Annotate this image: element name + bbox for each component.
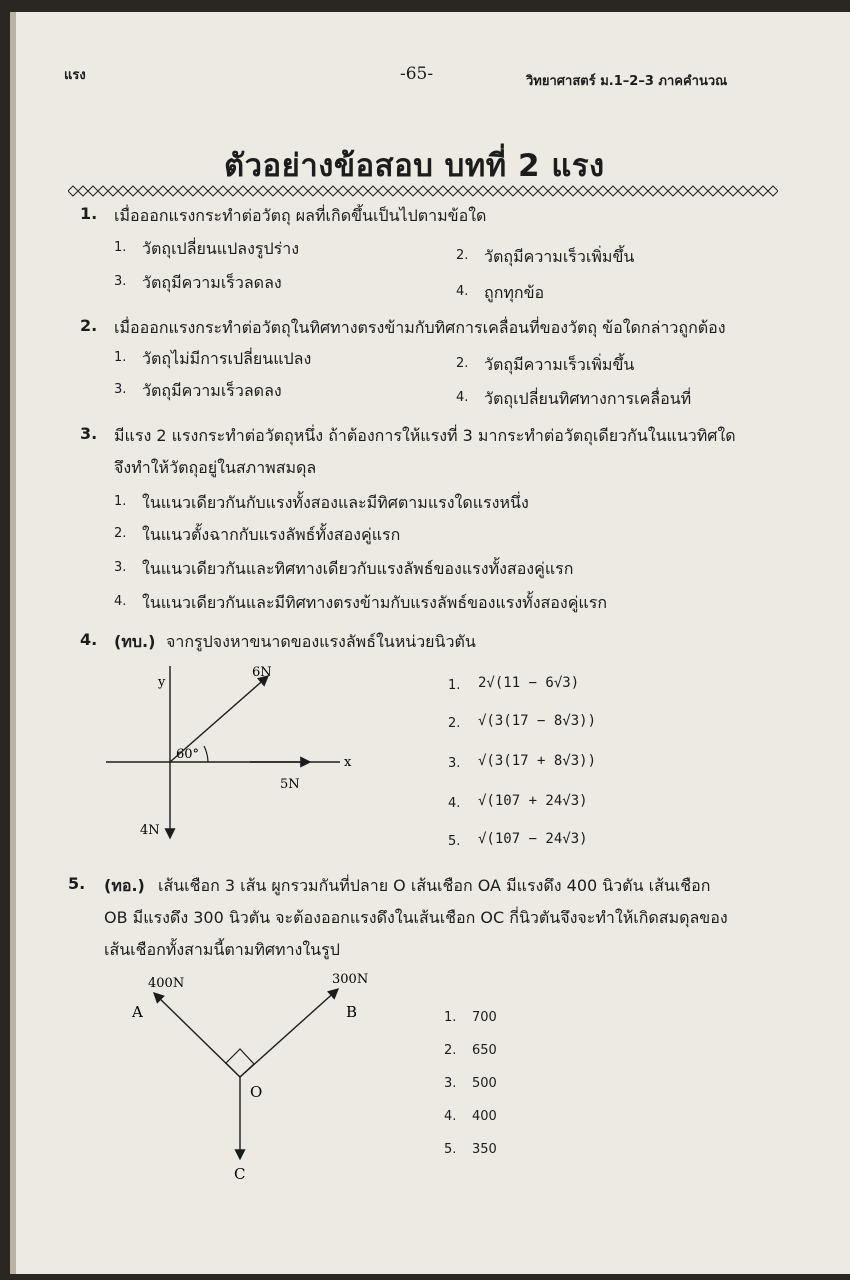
q2-option-4-number: 4. xyxy=(456,390,469,405)
q4-option-2-number: 2. xyxy=(448,716,461,731)
page-title: ตัวอย่างข้อสอบ บทที่ 2 แรง xyxy=(224,148,605,184)
question-5-tag: (ทอ.) xyxy=(104,876,145,895)
point-o-label: O xyxy=(250,1083,263,1101)
q2-option-3-number: 3. xyxy=(114,382,127,397)
point-b-label: B xyxy=(346,1003,358,1021)
question-5-text-line-1: เส้นเชือก 3 เส้น ผูกรวมกันที่ปลาย O เส้นเชือก OA มีแรงดึง 400 นิวตัน เส้นเชือก xyxy=(158,876,711,895)
x-axis-label: x xyxy=(344,755,352,770)
point-a-label: A xyxy=(132,1003,143,1021)
q3-option-4-number: 4. xyxy=(114,594,127,609)
q1-option-1-text: วัตถุเปลี่ยนแปลงรูปร่าง xyxy=(142,239,300,258)
book-page xyxy=(10,12,850,1274)
q5-option-2-text: 650 xyxy=(472,1043,497,1058)
q2-option-3-text: วัตถุมีความเร็วลดลง xyxy=(142,381,282,400)
q1-option-2-text: วัตถุมีความเร็วเพิ่มขึ้น xyxy=(484,247,635,266)
q2-option-1-text: วัตถุไม่มีการเปลี่ยนแปลง xyxy=(142,349,312,368)
q1-option-1-number: 1. xyxy=(114,240,127,255)
angle-arc xyxy=(204,746,208,762)
q5-option-3-text: 500 xyxy=(472,1076,497,1091)
q4-option-1-text: 2√(11 − 6√3) xyxy=(478,675,580,691)
q2-option-2-text: วัตถุมีความเร็วเพิ่มขึ้น xyxy=(484,355,635,374)
q4-option-4-number: 4. xyxy=(448,796,461,811)
q2-option-1-number: 1. xyxy=(114,350,127,365)
angle-label: 60° xyxy=(176,747,200,762)
q2-option-2-number: 2. xyxy=(456,356,469,371)
q4-option-5-text: √(107 − 24√3) xyxy=(478,831,588,847)
q1-option-3-number: 3. xyxy=(114,274,127,289)
q3-option-2-number: 2. xyxy=(114,526,127,541)
q5-option-1-number: 1. xyxy=(444,1010,457,1025)
question-5-text-line-3: เส้นเชือกทั้งสามนี้ตามทิศทางในรูป xyxy=(104,940,340,959)
question-4-text: จากรูปจงหาขนาดของแรงลัพธ์ในหน่วยนิวตัน xyxy=(166,632,476,651)
question-2-text: เมื่อออกแรงกระทำต่อวัตถุในทิศทางตรงข้ามกับทิศการเคลื่อนที่ของวัตถุ ข้อใดกล่าวถูกต้อง xyxy=(114,318,726,337)
q3-option-1-number: 1. xyxy=(114,494,127,509)
q5-option-4-text: 400 xyxy=(472,1109,497,1124)
q3-option-3-number: 3. xyxy=(114,560,127,575)
y-axis-label: y xyxy=(158,675,166,690)
q3-option-4-text: ในแนวเดียวกันและมีทิศทางตรงข้ามกับแรงลัพธ์ของแรงทั้งสองคู่แรก xyxy=(142,593,607,612)
force-ob-label: 300N xyxy=(332,972,369,987)
q5-option-5-number: 5. xyxy=(444,1142,457,1157)
q1-option-4-text: ถูกทุกข้อ xyxy=(484,283,545,302)
question-1-text: เมื่อออกแรงกระทำต่อวัตถุ ผลที่เกิดขึ้นเป็นไปตามข้อใด xyxy=(114,206,487,225)
q4-option-2-text: √(3(17 − 8√3)) xyxy=(478,713,597,729)
q4-option-5-number: 5. xyxy=(448,834,461,849)
question-4-tag: (ทบ.) xyxy=(114,632,156,651)
q4-option-3-number: 3. xyxy=(448,756,461,771)
point-c-label: C xyxy=(234,1165,246,1182)
force-6n-label: 6N xyxy=(252,665,272,680)
q5-option-5-text: 350 xyxy=(472,1142,497,1157)
q1-option-4-number: 4. xyxy=(456,284,469,299)
q3-option-1-text: ในแนวเดียวกันกับแรงทั้งสองและมีทิศตามแรงใดแรงหนึ่ง xyxy=(142,493,529,512)
q1-option-2-number: 2. xyxy=(456,248,469,263)
question-3-number: 3. xyxy=(80,424,98,443)
question-3-text-line-2: จึงทำให้วัตถุอยู่ในสภาพสมดุล xyxy=(114,458,317,477)
q4-option-4-text: √(107 + 24√3) xyxy=(478,793,588,809)
question-5-text-line-2: OB มีแรงดึง 300 นิวตัน จะต้องออกแรงดึงในเส้นเชือก OC กี่นิวตันจึงจะทำให้เกิดสมดุลของ xyxy=(104,908,728,927)
question-1-number: 1. xyxy=(80,204,98,223)
q5-option-3-number: 3. xyxy=(444,1076,457,1091)
rope-ob-arrow xyxy=(240,989,338,1077)
decorative-diamond-rule xyxy=(68,184,778,198)
rope-tension-diagram-q5 xyxy=(126,967,386,1182)
force-5n-label: 5N xyxy=(280,777,300,792)
q1-option-3-text: วัตถุมีความเร็วลดลง xyxy=(142,273,282,292)
right-angle-marker xyxy=(226,1049,254,1077)
question-3-text-line-1: มีแรง 2 แรงกระทำต่อวัตถุหนึ่ง ถ้าต้องการให้แรงที่ 3 มากระทำต่อวัตถุเดียวกันในแนวทิศใด xyxy=(114,426,736,445)
q3-option-2-text: ในแนวตั้งฉากกับแรงลัพธ์ทั้งสองคู่แรก xyxy=(142,525,401,544)
q3-option-3-text: ในแนวเดียวกันและทิศทางเดียวกับแรงลัพธ์ของแรงทั้งสองคู่แรก xyxy=(142,559,574,578)
page-number: -65- xyxy=(400,64,434,84)
force-oa-label: 400N xyxy=(148,976,185,991)
q5-option-1-text: 700 xyxy=(472,1010,497,1025)
q5-option-4-number: 4. xyxy=(444,1109,457,1124)
question-4-number: 4. xyxy=(80,630,98,649)
question-2-number: 2. xyxy=(80,316,98,335)
header-book-title: วิทยาศาสตร์ ม.1–2–3 ภาคคำนวณ xyxy=(526,74,728,89)
q4-option-1-number: 1. xyxy=(448,678,461,693)
question-5-number: 5. xyxy=(68,874,86,893)
force-vector-diagram-q4 xyxy=(100,662,380,862)
header-chapter: แรง xyxy=(64,68,86,83)
force-4n-label: 4N xyxy=(140,823,160,838)
q5-option-2-number: 2. xyxy=(444,1043,457,1058)
q4-option-3-text: √(3(17 + 8√3)) xyxy=(478,753,597,769)
q2-option-4-text: วัตถุเปลี่ยนทิศทางการเคลื่อนที่ xyxy=(484,389,692,408)
